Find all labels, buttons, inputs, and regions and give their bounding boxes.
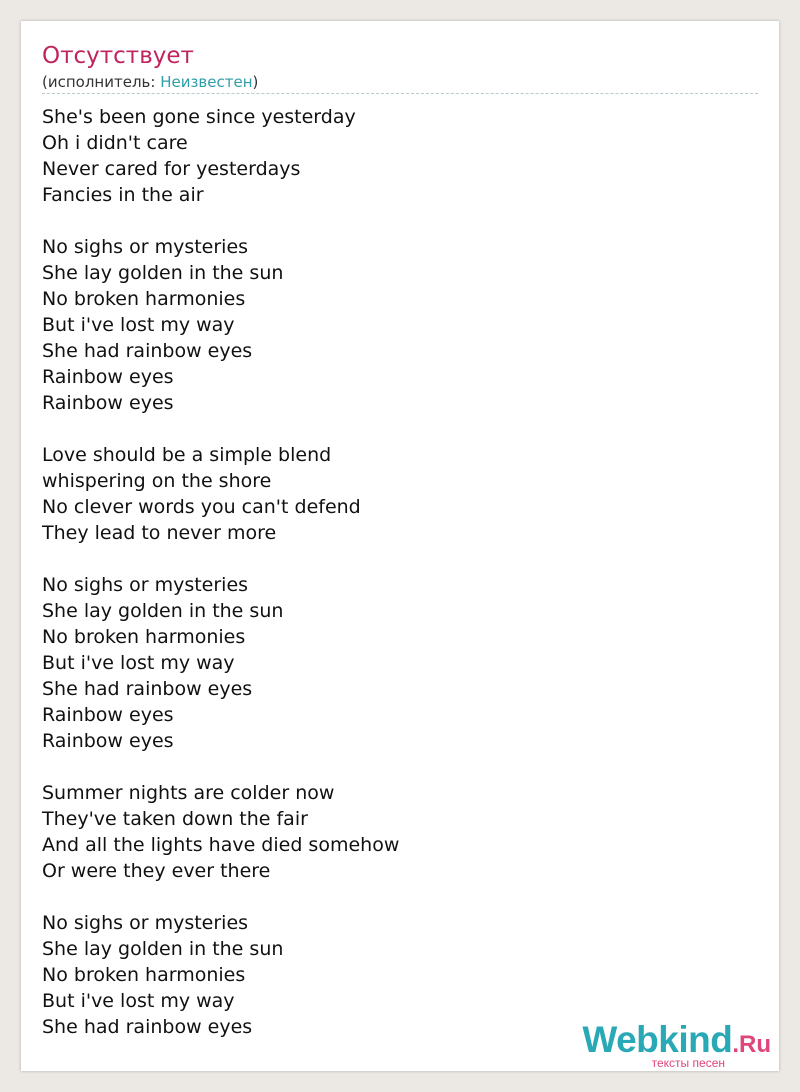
lyric-line: Never cared for yesterdays <box>42 158 301 180</box>
lyric-line: She had rainbow eyes <box>42 1016 253 1038</box>
lyric-line: And all the lights have died somehow <box>42 834 400 856</box>
lyric-line: No clever words you can't defend <box>42 496 361 518</box>
artist-prefix: (исполнитель: <box>42 73 161 91</box>
lyric-line: Rainbow eyes <box>42 730 174 752</box>
lyric-line: But i've lost my way <box>42 314 235 336</box>
lyric-line: Or were they ever there <box>42 860 271 882</box>
lyrics-stanza <box>42 780 642 884</box>
lyrics-stanza <box>42 104 642 208</box>
lyric-line: She lay golden in the sun <box>42 600 284 622</box>
logo-tagline: тексты песен <box>651 1056 725 1070</box>
lyric-line: She's been gone since yesterday <box>42 106 356 128</box>
lyric-line: No sighs or mysteries <box>42 574 249 596</box>
lyric-line: But i've lost my way <box>42 990 235 1012</box>
lyric-line: Love should be a simple blend <box>42 444 332 466</box>
lyric-line: No sighs or mysteries <box>42 912 249 934</box>
logo-tld: .Ru <box>732 1031 771 1058</box>
header-divider <box>42 93 758 94</box>
lyric-line: No sighs or mysteries <box>42 236 249 258</box>
lyric-line: Oh i didn't care <box>42 132 188 154</box>
lyric-line: Rainbow eyes <box>42 392 174 414</box>
lyric-line: She had rainbow eyes <box>42 340 253 362</box>
lyric-line: No broken harmonies <box>42 288 246 310</box>
lyric-line: No broken harmonies <box>42 964 246 986</box>
artist-line <box>42 71 258 93</box>
logo-main-text: Webkind <box>582 1019 733 1060</box>
lyric-line: They lead to never more <box>42 522 277 544</box>
lyrics-stanza <box>42 442 642 546</box>
lyric-line: No broken harmonies <box>42 626 246 648</box>
artist-link[interactable]: Неизвестен <box>160 73 253 91</box>
lyric-line: Rainbow eyes <box>42 704 174 726</box>
lyrics-stanza <box>42 910 642 1040</box>
lyric-line: She had rainbow eyes <box>42 678 253 700</box>
lyric-line: They've taken down the fair <box>42 808 308 830</box>
lyric-line: But i've lost my way <box>42 652 235 674</box>
lyrics-body <box>42 104 642 1066</box>
lyrics-card <box>21 21 779 1071</box>
lyric-line: She lay golden in the sun <box>42 938 284 960</box>
artist-suffix: ) <box>252 73 259 91</box>
lyric-line: She lay golden in the sun <box>42 262 284 284</box>
song-title: Отсутствует <box>42 43 194 69</box>
site-logo[interactable] <box>582 1020 771 1069</box>
lyrics-stanza <box>42 572 642 754</box>
lyric-line: whispering on the shore <box>42 470 272 492</box>
lyric-line: Rainbow eyes <box>42 366 174 388</box>
lyric-line: Fancies in the air <box>42 184 204 206</box>
lyrics-stanza <box>42 234 642 416</box>
lyric-line: Summer nights are colder now <box>42 782 335 804</box>
